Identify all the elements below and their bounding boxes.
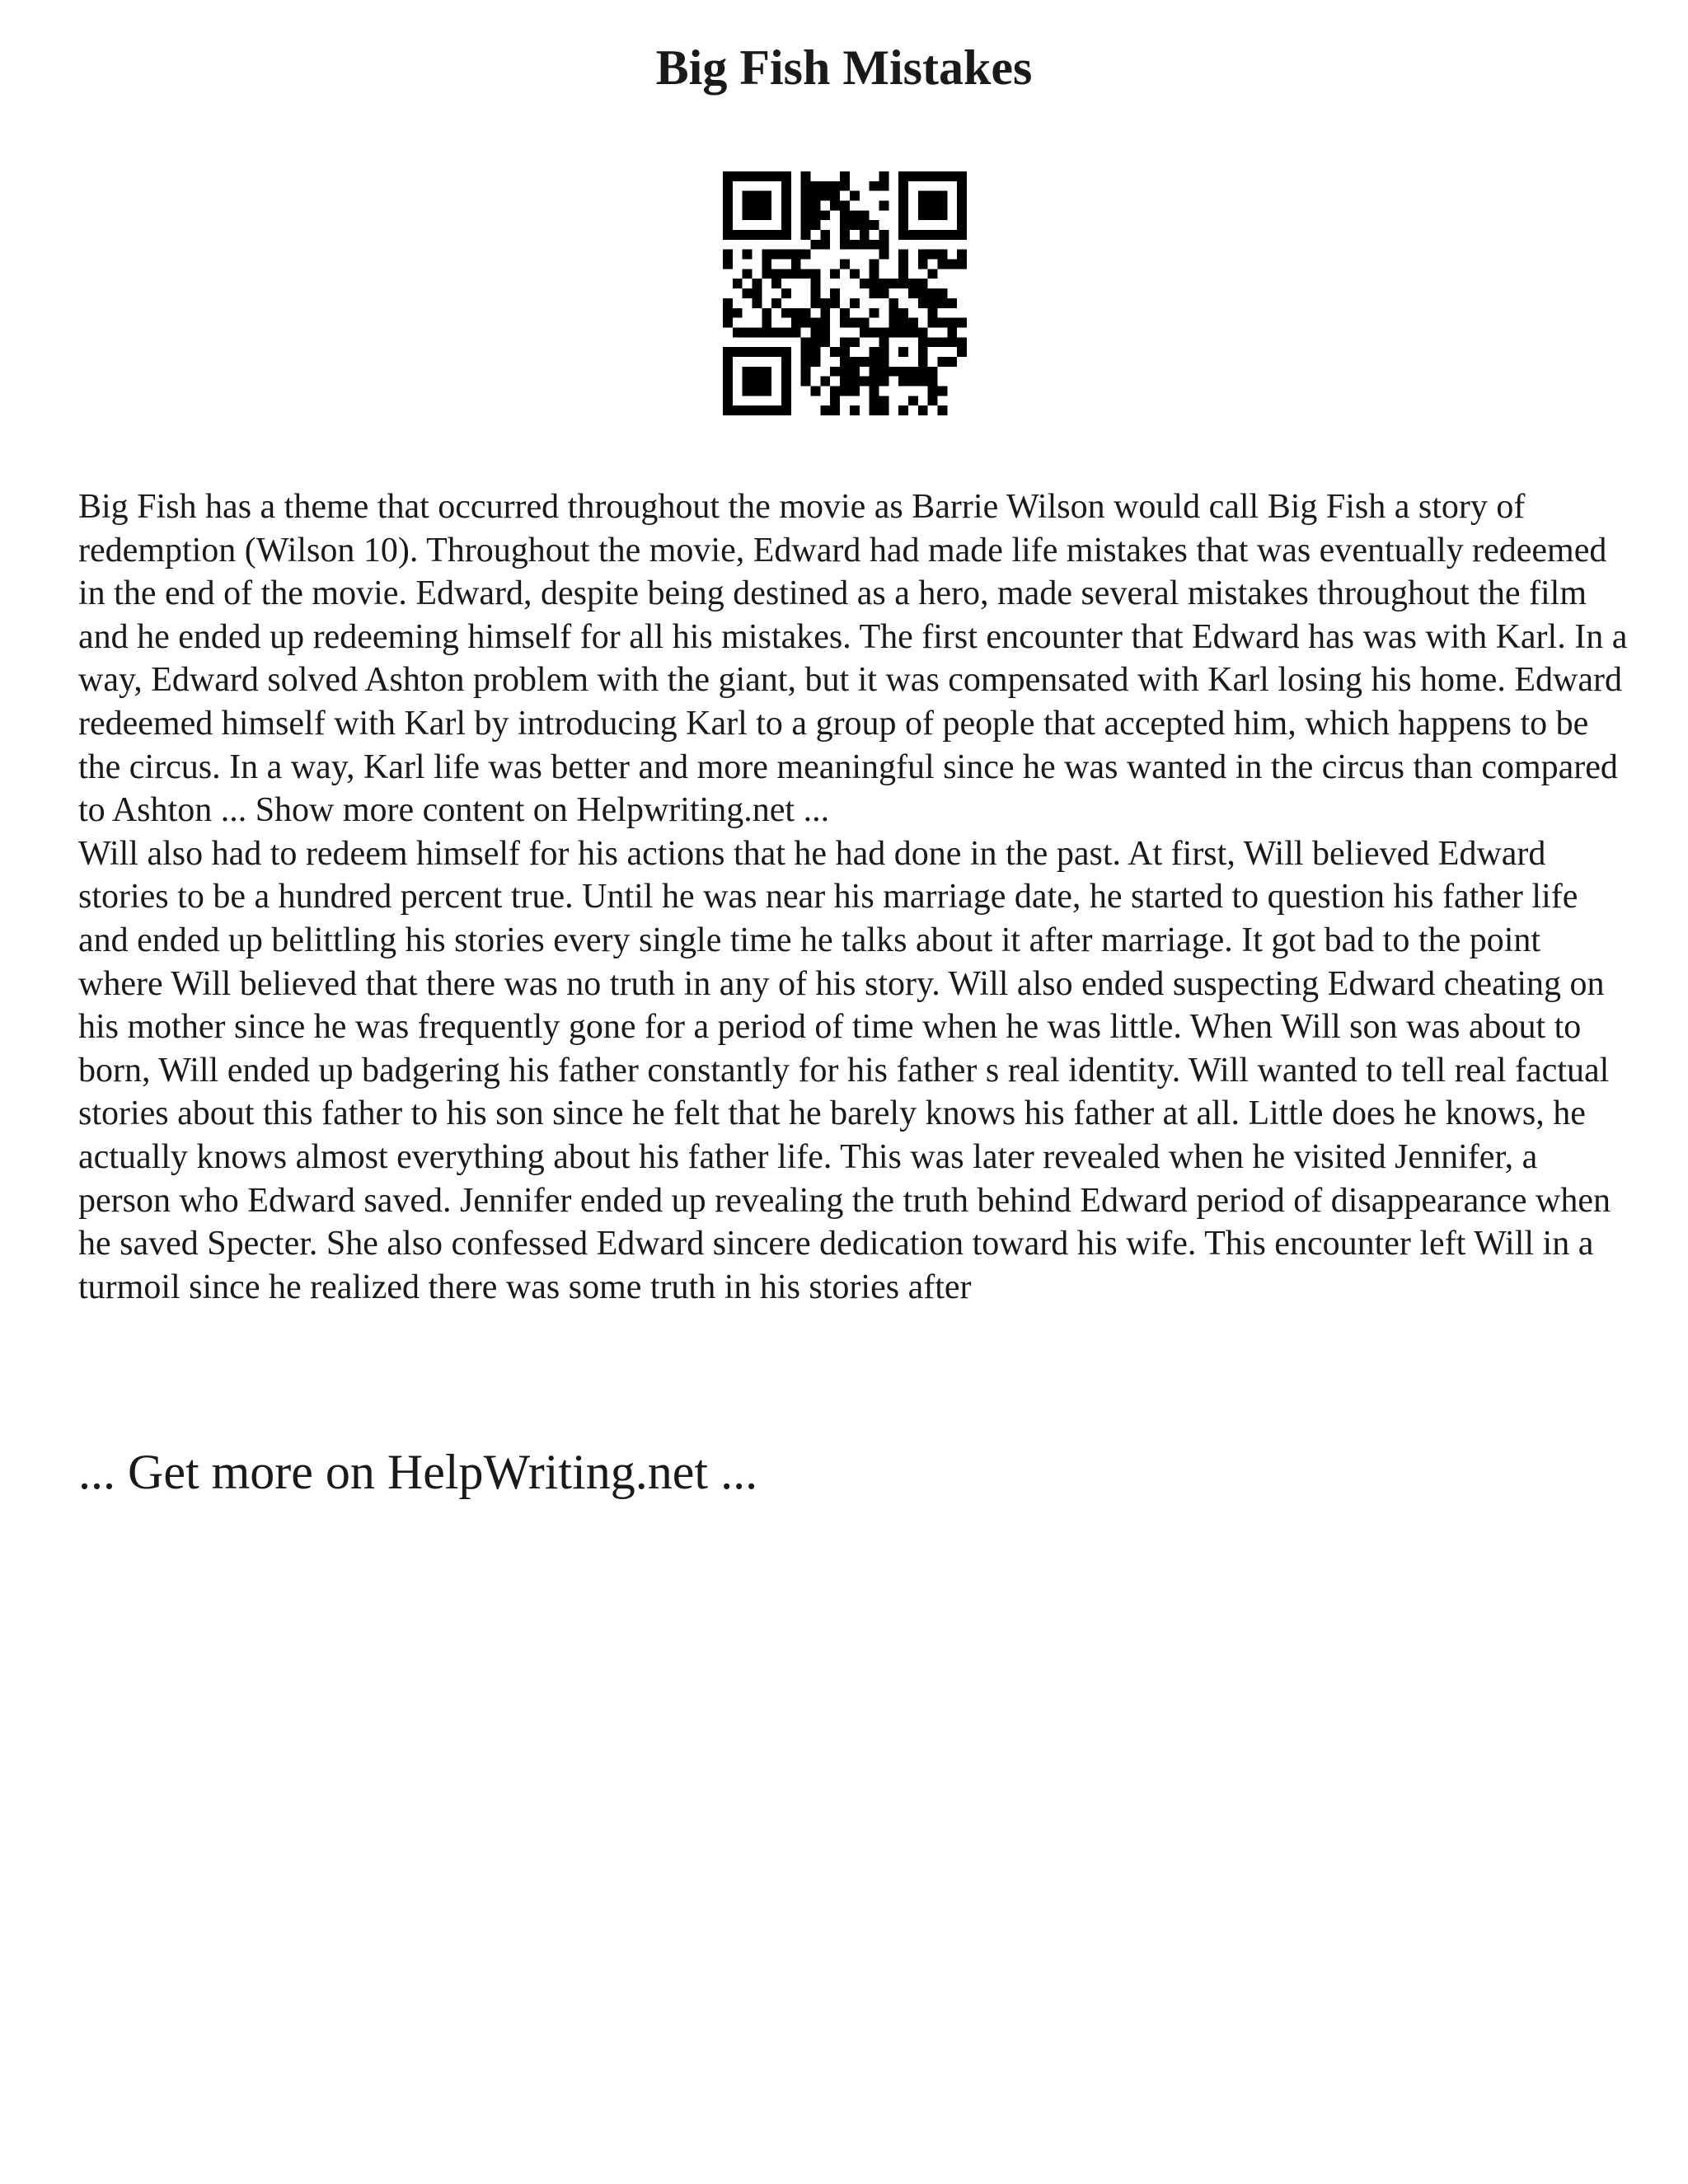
get-more-link[interactable]: ... Get more on HelpWriting.net ... [78,1445,758,1499]
paragraph: Big Fish has a theme that occurred throughout the movie as Barrie Wilson would call Big Fish a story of redemption (Wilson 10). Throughout the movie, Edward had made life mistakes that was eventually redeemed in the end of the movie. Edward, despite being destined as a hero, made several mistakes throughout the film and he ended up redeeming himself for all his mistakes. The first encounter that Edward has was with Karl. In a way, Edward solved Ashton problem with the giant, but it was compensated with Karl losing his home. Edward redeemed himself with Karl by introducing Karl to a group of people that accepted him, which happens to be the circus. In a way, Karl life was better and more meaningful since he was wanted in the circus than compared to Ashton ... Show more content on Helpwriting.net ... [78,488,1628,830]
qr-code-icon [723,171,967,415]
page-title: Big Fish Mistakes [655,40,1033,95]
essay-body [78,485,1628,1309]
paragraph: Will also had to redeem himself for his actions that he had done in the past. At first, Will believed Edward stories to be a hundred percent true. Until he was near his marriage date, he started to question his father life and ended up belittling his stories every single time he talks about it after marriage. It got bad to the point where Will believed that there was no truth in any of his story. Will also ended suspecting Edward cheating on his mother since he was frequently gone for a period of time when he was little. When Will son was about to born, Will ended up badgering his father constantly for his father s real identity. Will wanted to tell real factual stories about this father to his son since he felt that he barely knows his father at all. Little does he knows, he actually knows almost everything about his father life. This was later revealed when he visited Jennifer, a person who Edward saved. Jennifer ended up revealing the truth behind Edward period of disappearance when he saved Specter. She also confessed Edward sincere dedication toward his wife. This encounter left Will in a turmoil since he realized there was some truth in his stories after [78,834,1611,1306]
